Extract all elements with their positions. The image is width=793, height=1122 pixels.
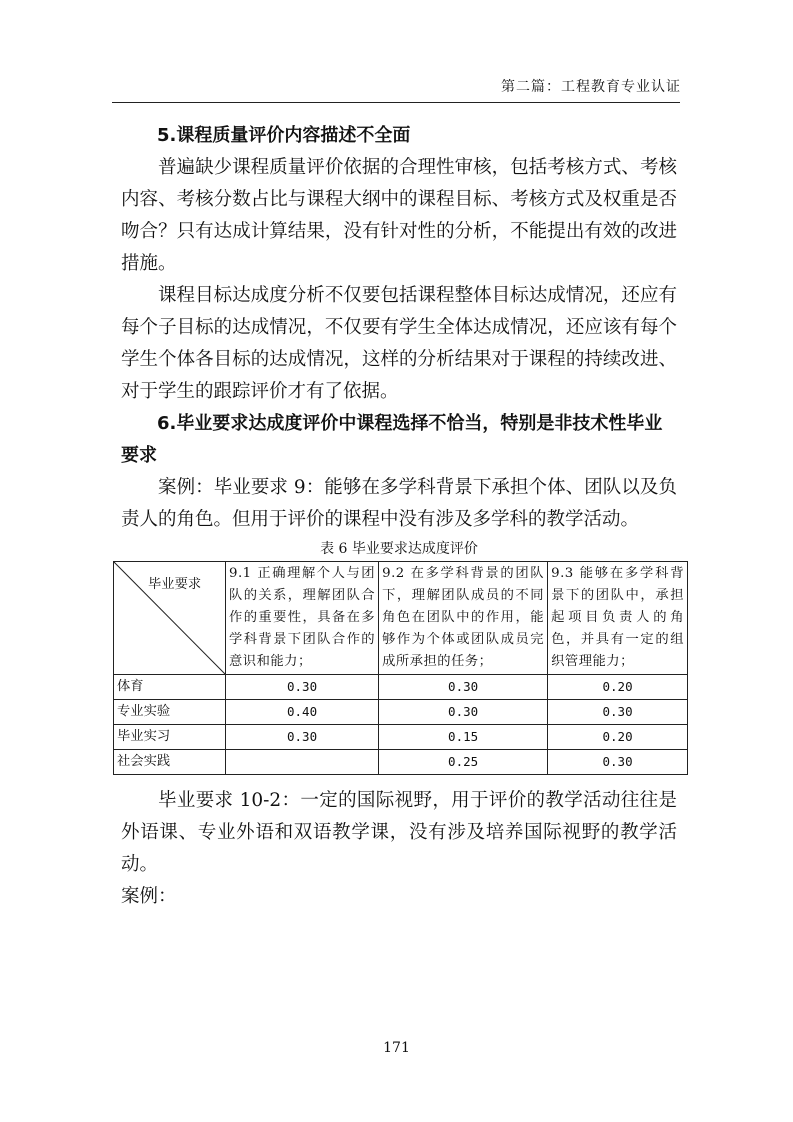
table-cell: 0.30: [226, 675, 379, 700]
table-cell: 0.40: [226, 700, 379, 725]
section-5-paragraph-1: 普遍缺少课程质量评价依据的合理性审核，包括考核方式、考核内容、考核分数占比与课程大纲中的课程目标、考核方式及权重是否吻合？只有达成计算结果，没有针对性的分析，不能提出有效的改进措施。: [121, 157, 677, 274]
section-5-heading: 5.课程质量评价内容描述不全面: [157, 125, 411, 146]
table-cell: 0.20: [548, 725, 688, 750]
case-label: 案例：: [121, 886, 177, 907]
table-column-header-9-1: 9.1 正确理解个人与团队的关系，理解团队合作的重要性，具备在多学科背景下团队合作的意识和能力；: [226, 562, 379, 675]
table-corner-label: 毕业要求: [148, 577, 202, 592]
table-header-row: [114, 562, 688, 675]
header-rule: [112, 102, 680, 103]
table-row: [114, 675, 688, 700]
table-cell: 0.25: [379, 750, 548, 775]
table-cell: 0.15: [379, 725, 548, 750]
table-row-label: 专业实验: [114, 700, 226, 725]
page-content: [117, 120, 684, 913]
table-row: [114, 725, 688, 750]
section-6-case: 案例：毕业要求 9：能够在多学科背景下承担个体、团队以及负责人的角色。但用于评价的课程中没有涉及多学科的教学活动。: [121, 477, 677, 530]
page-number: 171: [383, 1040, 410, 1056]
section-5-paragraph-2: 课程目标达成度分析不仅要包括课程整体目标达成情况，还应有每个子目标的达成情况，不仅要有学生全体达成情况，还应该有每个学生个体各目标的达成情况，这样的分析结果对于课程的持续改进、对于学生的跟踪评价才有了依据。: [121, 285, 677, 402]
table-cell: 0.30: [379, 675, 548, 700]
table-cell: [226, 750, 379, 775]
table-column-header-9-3: 9.3 能够在多学科背景下的团队中，承担起项目负责人的角色，并具有一定的组织管理能力；: [548, 562, 688, 675]
table-cell: 0.30: [548, 750, 688, 775]
table-title: 表 6 毕业要求达成度评价: [320, 541, 478, 557]
table-column-header-9-2: 9.2 在多学科背景的团队下，理解团队成员的不同角色在团队中的作用，能够作为个体或团队成员完成所承担的任务；: [379, 562, 548, 675]
table-row: [114, 750, 688, 775]
table-cell: 0.30: [379, 700, 548, 725]
evaluation-table: [113, 561, 688, 775]
table-row: [114, 700, 688, 725]
table-row-label: 社会实践: [114, 750, 226, 775]
table-row-label: 毕业实习: [114, 725, 226, 750]
table-cell: 0.20: [548, 675, 688, 700]
table-corner-cell: [114, 562, 226, 675]
graduation-requirement-10-2-paragraph: 毕业要求 10-2：一定的国际视野，用于评价的教学活动往往是外语课、专业外语和双语教学课，没有涉及培养国际视野的教学活动。: [121, 790, 677, 875]
table-row-label: 体育: [114, 675, 226, 700]
table-cell: 0.30: [548, 700, 688, 725]
table-cell: 0.30: [226, 725, 379, 750]
running-header: 第二篇：工程教育专业认证: [501, 79, 681, 95]
section-6-heading: 6.毕业要求达成度评价中课程选择不恰当，特别是非技术性毕业要求: [121, 413, 663, 466]
